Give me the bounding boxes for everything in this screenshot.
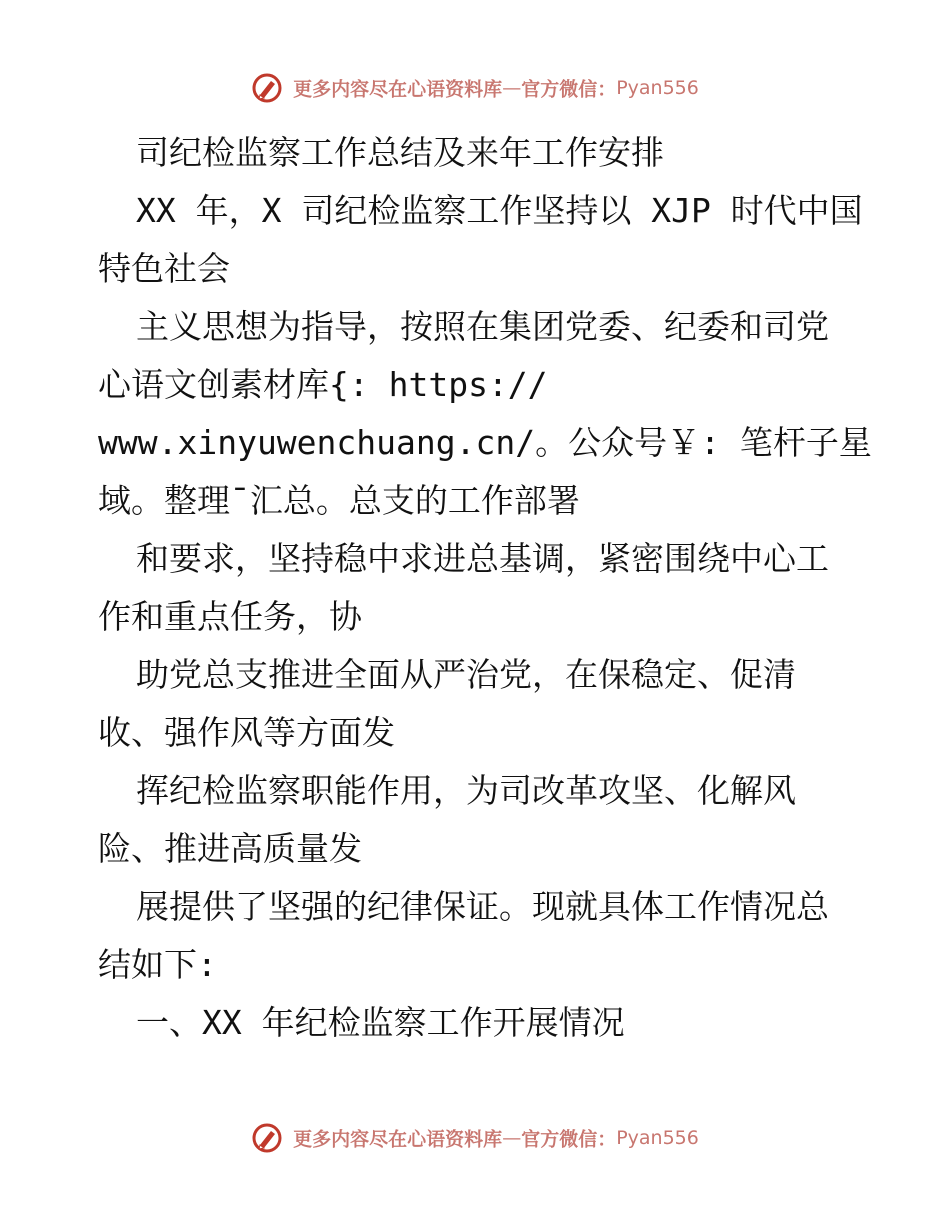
- paragraph-line: 展提供了坚强的纪律保证。现就具体工作情况总: [136, 887, 829, 926]
- watermark-handle: Pyan556: [616, 77, 699, 99]
- document-title: 司纪检监察工作总结及来年工作安排: [136, 133, 664, 172]
- watermark-text: 更多内容尽在心语资料库: [293, 1128, 503, 1151]
- watermark-handle: Pyan556: [616, 1127, 699, 1149]
- paragraph-line: 特色社会: [98, 249, 230, 288]
- section-heading: 一、XX 年纪检监察工作开展情况: [136, 1003, 625, 1042]
- paragraph-line: 助党总支推进全面从严治党，在保稳定、促清: [136, 655, 796, 694]
- paragraph-line: XX 年，X 司纪检监察工作坚持以 XJP 时代中国: [136, 191, 863, 230]
- document-body: [98, 124, 872, 1052]
- paragraph-line: 作和重点任务，协: [98, 597, 362, 636]
- paragraph-line: 挥纪检监察职能作用，为司改革攻坚、化解风: [136, 771, 796, 810]
- footer-watermark: [0, 1122, 950, 1154]
- watermark-text: 更多内容尽在心语资料库: [293, 78, 503, 101]
- watermark-separator: —: [502, 77, 522, 99]
- header-watermark: [0, 72, 950, 104]
- pen-logo-icon: [251, 1122, 283, 1154]
- paragraph-line: 心语文创素材库{: https://: [98, 365, 548, 404]
- paragraph-line: www.xinyuwenchuang.cn/。公众号￥: 笔杆子星: [98, 423, 872, 462]
- watermark-separator: —: [502, 1127, 522, 1149]
- watermark-official: 官方微信：: [521, 78, 617, 101]
- paragraph-line: 主义思想为指导，按照在集团党委、纪委和司党: [136, 307, 829, 346]
- watermark-official: 官方微信：: [521, 1128, 617, 1151]
- pen-logo-icon: [251, 72, 283, 104]
- paragraph-line: 结如下:: [98, 945, 217, 984]
- paragraph-line: 收、强作风等方面发: [98, 713, 395, 752]
- paragraph-line: 险、推进高质量发: [98, 829, 362, 868]
- paragraph-line: 域。整理¯汇总。总支的工作部署: [98, 481, 580, 520]
- paragraph-line: 和要求，坚持稳中求进总基调，紧密围绕中心工: [136, 539, 829, 578]
